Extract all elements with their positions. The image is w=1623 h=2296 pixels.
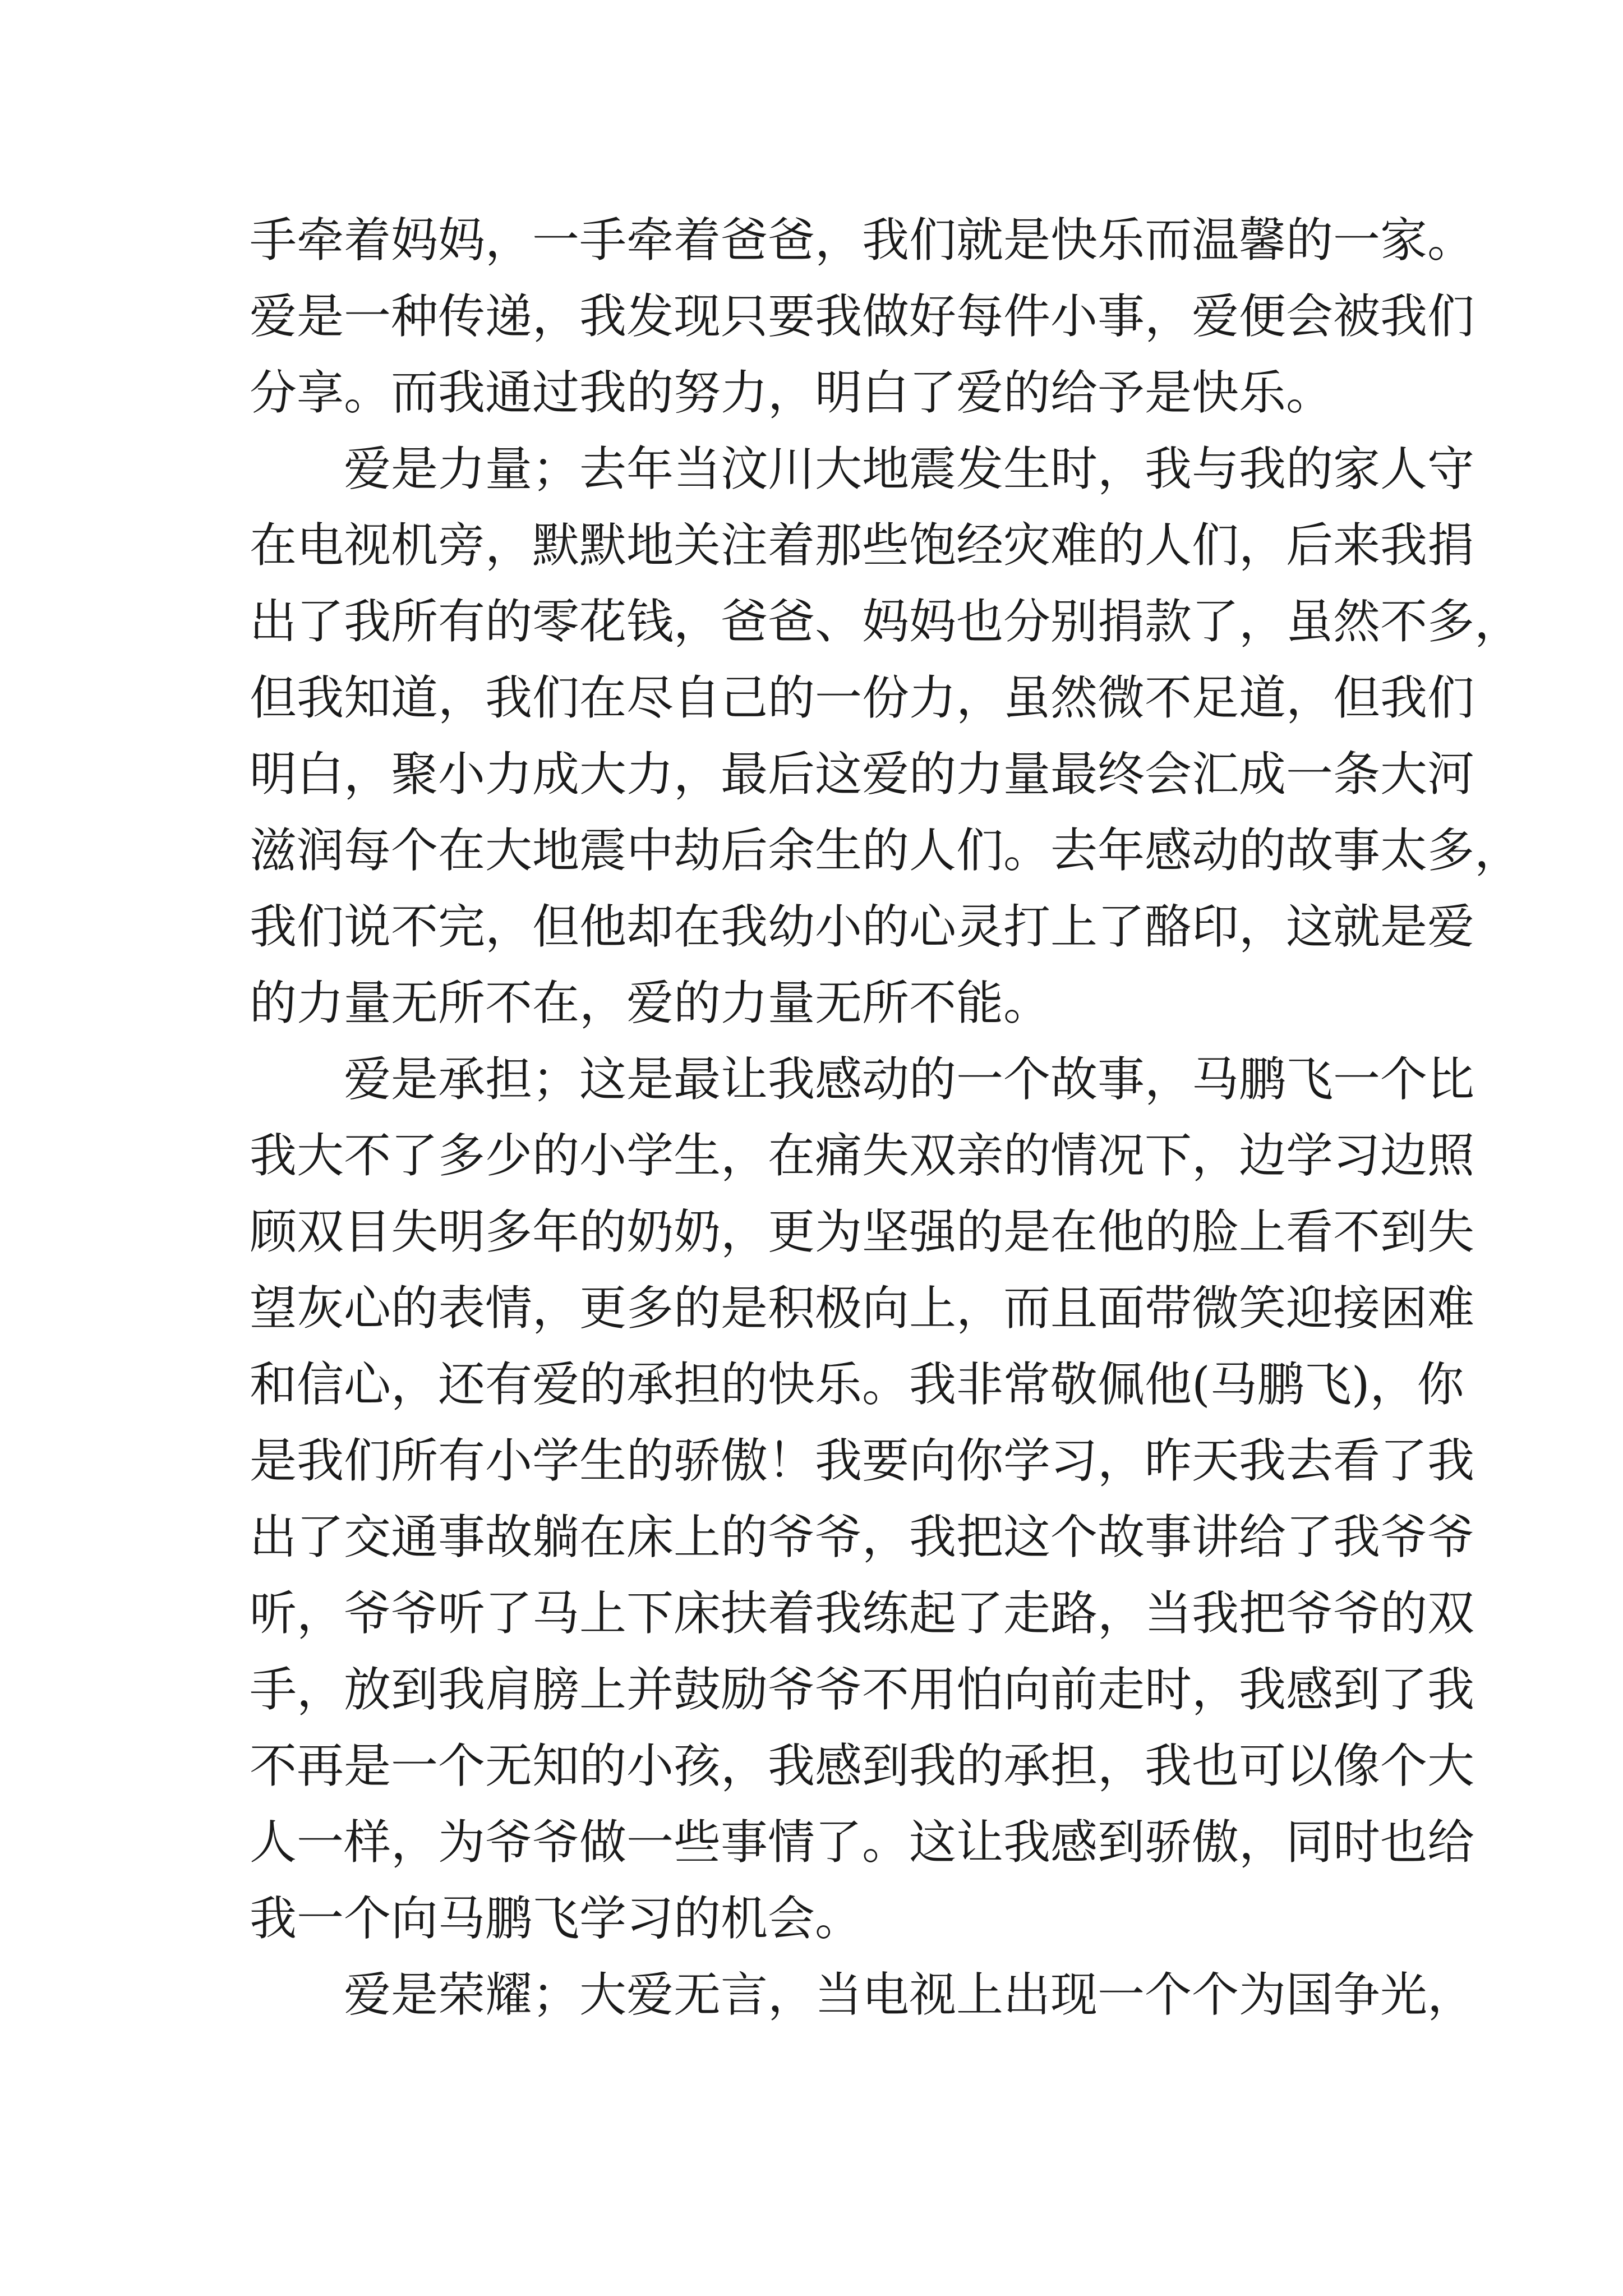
text-line: 望灰心的表情，更多的是积极向上，而且面带微笑迎接困难	[250, 1281, 1475, 1336]
text-line: 但我知道，我们在尽自己的一份力，虽然微不足道，但我们	[250, 670, 1475, 725]
text-line: 滋润每个在大地震中劫后余生的人们。去年感动的故事太多，	[250, 823, 1522, 878]
paragraph-start-line: 爱是力量；去年当汶川大地震发生时，我与我的家人守	[344, 441, 1475, 496]
paragraph-start-line: 爱是承担；这是最让我感动的一个故事，马鹏飞一个比	[344, 1052, 1475, 1107]
text-line: 是我们所有小学生的骄傲！我要向你学习，昨天我去看了我	[250, 1433, 1475, 1488]
text-line: 手，放到我肩膀上并鼓励爷爷不用怕向前走时，我感到了我	[250, 1662, 1475, 1717]
text-line: 手牵着妈妈，一手牵着爸爸，我们就是快乐而温馨的一家。	[250, 213, 1475, 268]
text-line: 的力量无所不在，爱的力量无所不能。	[250, 976, 1051, 1030]
text-line: 不再是一个无知的小孩，我感到我的承担，我也可以像个大	[250, 1738, 1475, 1793]
text-line: 在电视机旁，默默地关注着那些饱经灾难的人们，后来我捐	[250, 518, 1475, 573]
body-text	[250, 202, 1522, 2033]
text-line: 出了我所有的零花钱，爸爸、妈妈也分别捐款了，虽然不多，	[250, 594, 1522, 649]
text-line: 明白，聚小力成大力，最后这爱的力量最终会汇成一条大河	[250, 747, 1475, 802]
text-line: 我一个向马鹏飞学习的机会。	[250, 1891, 863, 1946]
text-line: 我们说不完，但他却在我幼小的心灵打上了酪印，这就是爱	[250, 899, 1475, 954]
text-line: 我大不了多少的小学生，在痛失双亲的情况下，边学习边照	[250, 1128, 1475, 1183]
text-line: 分享。而我通过我的努力，明白了爱的给予是快乐。	[250, 365, 1334, 420]
text-line: 顾双目失明多年的奶奶，更为坚强的是在他的脸上看不到失	[250, 1204, 1475, 1259]
paragraph-start-line: 爱是荣耀；大爱无言，当电视上出现一个个为国争光，	[344, 1967, 1475, 2022]
text-line: 人一样，为爷爷做一些事情了。这让我感到骄傲，同时也给	[250, 1815, 1475, 1870]
text-line: 出了交通事故躺在床上的爷爷，我把这个故事讲给了我爷爷	[250, 1510, 1475, 1565]
text-line: 爱是一种传递，我发现只要我做好每件小事，爱便会被我们	[250, 289, 1475, 344]
text-line: 和信心，还有爱的承担的快乐。我非常敬佩他(马鹏飞)，你	[250, 1357, 1464, 1412]
text-line: 听，爷爷听了马上下床扶着我练起了走路，当我把爷爷的双	[250, 1586, 1475, 1641]
